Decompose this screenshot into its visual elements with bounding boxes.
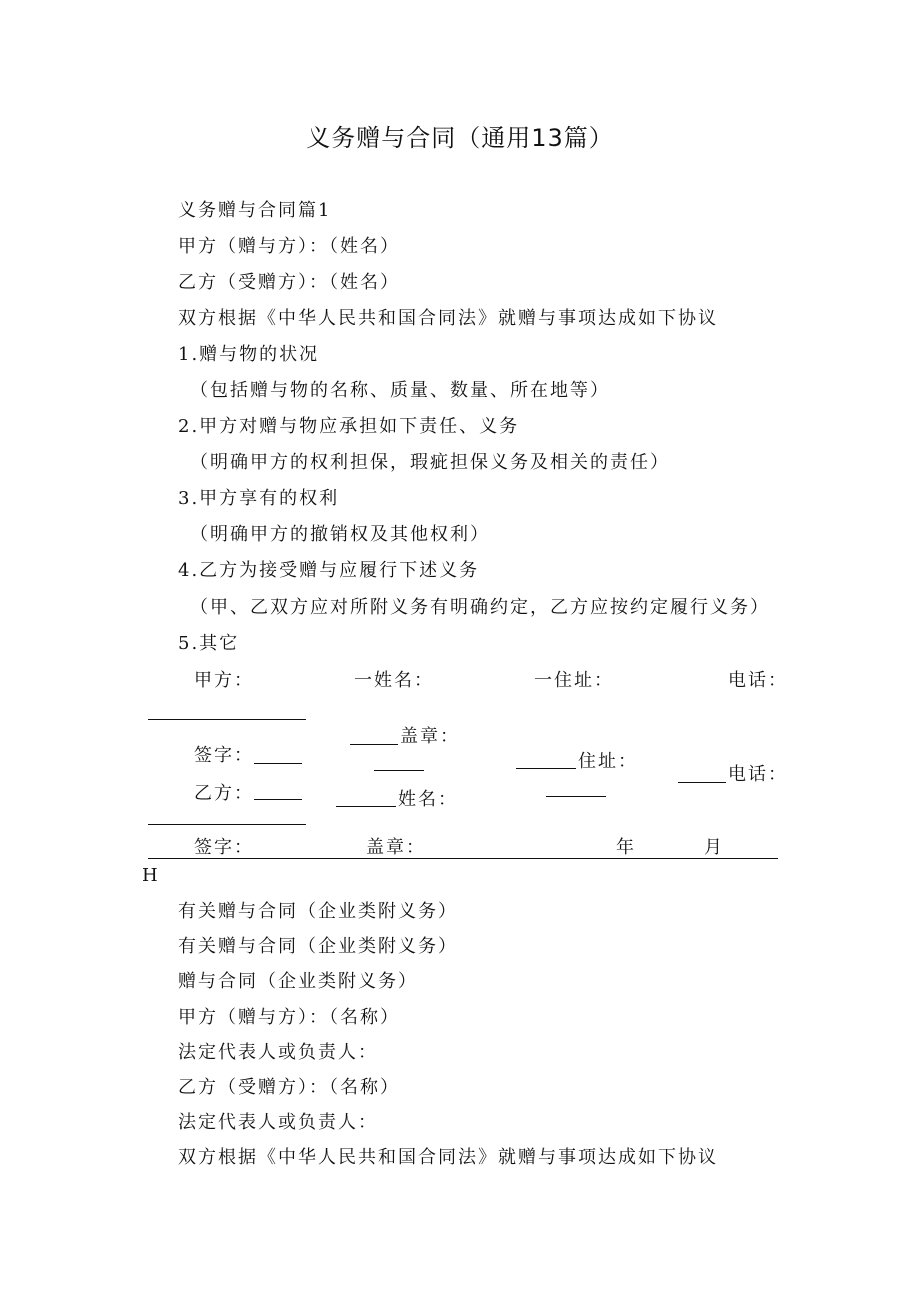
address-label: 一住址： [534,670,614,691]
day-label: H [142,865,160,886]
name-underline-b [336,806,396,807]
preamble-line: 双方根据《中华人民共和国合同法》就赠与事项达成如下协议 [178,308,718,329]
section2-rep-b: 法定代表人或负责人： [178,1112,378,1133]
sign-label-a: 签字： [194,745,254,766]
year-label: 年 [616,837,636,858]
item-4: 4.乙方为接受赠与应履行下述义务 [178,560,480,581]
item-1: 1.赠与物的状况 [178,344,320,365]
name-label: 一姓名： [354,670,434,691]
underline-left-1 [148,719,306,720]
seal-underline-a [350,744,398,745]
item-2-note: （明确甲方的权利担保，瑕疵担保义务及相关的责任） [190,452,670,473]
month-label: 月 [704,837,724,858]
phone-label: 电话： [728,670,788,691]
item-2: 2.甲方对赠与物应承担如下责任、义务 [178,416,520,437]
item-3: 3.甲方享有的权利 [178,488,340,509]
section2-rep-a: 法定代表人或负责人： [178,1042,378,1063]
party-b-label: 乙方： [194,783,254,804]
item-3-note: （明确甲方的撤销权及其他权利） [190,524,490,545]
item-5: 5.其它 [178,633,240,654]
date-underline [148,858,778,859]
address-underline-b2 [546,796,606,797]
item-4-note: （甲、乙双方应对所附义务有明确约定，乙方应按约定履行义务） [190,597,770,618]
address-label-b: 住址： [578,751,638,772]
underline-left-2 [148,824,306,825]
section2-preamble: 双方根据《中华人民共和国合同法》就赠与事项达成如下协议 [178,1147,718,1168]
seal-underline-a2 [374,770,424,771]
seal-label-a: 盖章： [400,726,460,747]
sign-label-bottom: 签字： [194,837,254,858]
sign-underline-a [254,763,302,764]
section2-line1: 有关赠与合同（企业类附义务） [178,901,458,922]
party-a-line: 甲方（赠与方）：（姓名） [178,236,400,257]
section1-heading: 义务赠与合同篇1 [178,200,332,221]
party-a-label: 甲方： [194,670,254,691]
section2-line2: 有关赠与合同（企业类附义务） [178,936,458,957]
party-b-underline [254,799,302,800]
section2-party-a: 甲方（赠与方）：（名称） [178,1007,400,1028]
address-underline-b [516,768,576,769]
phone-label-b: 电话： [728,764,788,785]
section2-line3: 赠与合同（企业类附义务） [178,971,418,992]
page-title: 义务赠与合同（通用13篇） [306,124,614,152]
section2-party-b: 乙方（受赠方）：（名称） [178,1077,400,1098]
party-b-line: 乙方（受赠方）：（姓名） [178,272,400,293]
phone-underline-b [678,782,726,783]
seal-label-bottom: 盖章： [366,837,426,858]
item-1-note: （包括赠与物的名称、质量、数量、所在地等） [190,380,610,401]
name-label-b: 姓名： [398,789,458,810]
